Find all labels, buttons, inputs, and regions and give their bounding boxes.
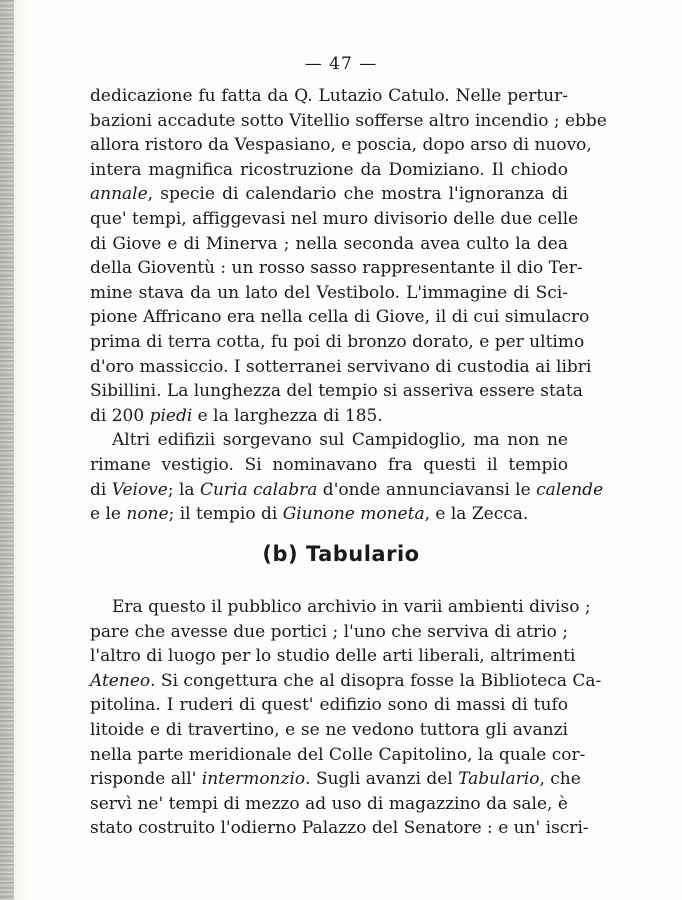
text-line: pione Affricano era nella cella di Giove, il di cui simulacro (90, 307, 590, 328)
text-line: rimane vestigio. Si nominavano fra questi il tempio (90, 454, 568, 475)
text-line: bazioni accadute sotto Vitellio sofferse altro incendio ; ebbe (90, 110, 607, 131)
text-line: dedicazione fu fatta da Q. Lutazio Catulo. Nelle pertur- (90, 86, 568, 106)
text-line: pitolina. I ruderi di quest' edifizio sono di massi di tufo (90, 695, 568, 716)
paragraph-tempio (90, 84, 607, 527)
text-line: e le none; il tempio di Giunone moneta, e la Zecca. (90, 504, 529, 525)
text-line: litoide e di travertino, e se ne vedono tuttora gli avanzi (90, 719, 568, 740)
text-line: stato costruito l'odierno Palazzo del Senatore : e un' iscri- (90, 818, 589, 839)
text-line: allora ristoro da Vespasiano, e poscia, dopo arso di nuovo, (90, 135, 592, 156)
book-spine-shadow (0, 0, 14, 900)
text-line: pare che avesse due portici ; l'uno che serviva di atrio ; (90, 621, 568, 642)
section-heading: (b) Tabulario (262, 542, 420, 566)
text-line: prima di terra cotta, fu poi di bronzo dorato, e per ultimo (90, 331, 585, 352)
text-line: d'oro massiccio. I sotterranei servivano di custodia ai libri (90, 356, 592, 377)
text-line: mine stava da un lato del Vestibolo. L'immagine di Sci- (90, 282, 568, 303)
text-line: annale, specie di calendario che mostra l'ignoranza di (90, 184, 568, 205)
text-line: l'altro di luogo per lo studio delle arti liberali, altrimenti (90, 646, 576, 667)
text-line: nella parte meridionale del Colle Capitolino, la quale cor- (90, 744, 586, 765)
text-line: Sibillini. La lunghezza del tempio si asseriva essere stata (90, 381, 583, 402)
text-line: di 200 piedi e la larghezza di 185. (90, 405, 383, 426)
text-line: di Veiove; la Curia calabra d'onde annunciavansi le calende (90, 479, 604, 500)
text-line: Era questo il pubblico archivio in varii ambienti diviso ; (112, 597, 591, 617)
text-line: Altri edifizii sorgevano sul Campidoglio, ma non ne (112, 430, 568, 451)
text-line: risponde all' intermonzio. Sugli avanzi del Tabulario, che (90, 769, 581, 790)
text-line: Ateneo. Si congettura che al disopra fosse la Biblioteca Ca- (90, 670, 602, 691)
text-line: di Giove e di Minerva ; nella seconda avea culto la dea (90, 233, 568, 254)
text-line: servì ne' tempi di mezzo ad uso di magazzino da sale, è (90, 793, 568, 814)
paragraph-tabulario (90, 595, 602, 841)
text-line: della Gioventù : un rosso sasso rappresentante il dio Ter- (90, 258, 583, 279)
text-line: intera magnifica ricostruzione da Domiziano. Il chiodo (90, 159, 568, 180)
text-line: que' tempi, affiggevasi nel muro divisorio delle due celle (90, 208, 579, 229)
page-number: — 47 — (304, 54, 378, 74)
